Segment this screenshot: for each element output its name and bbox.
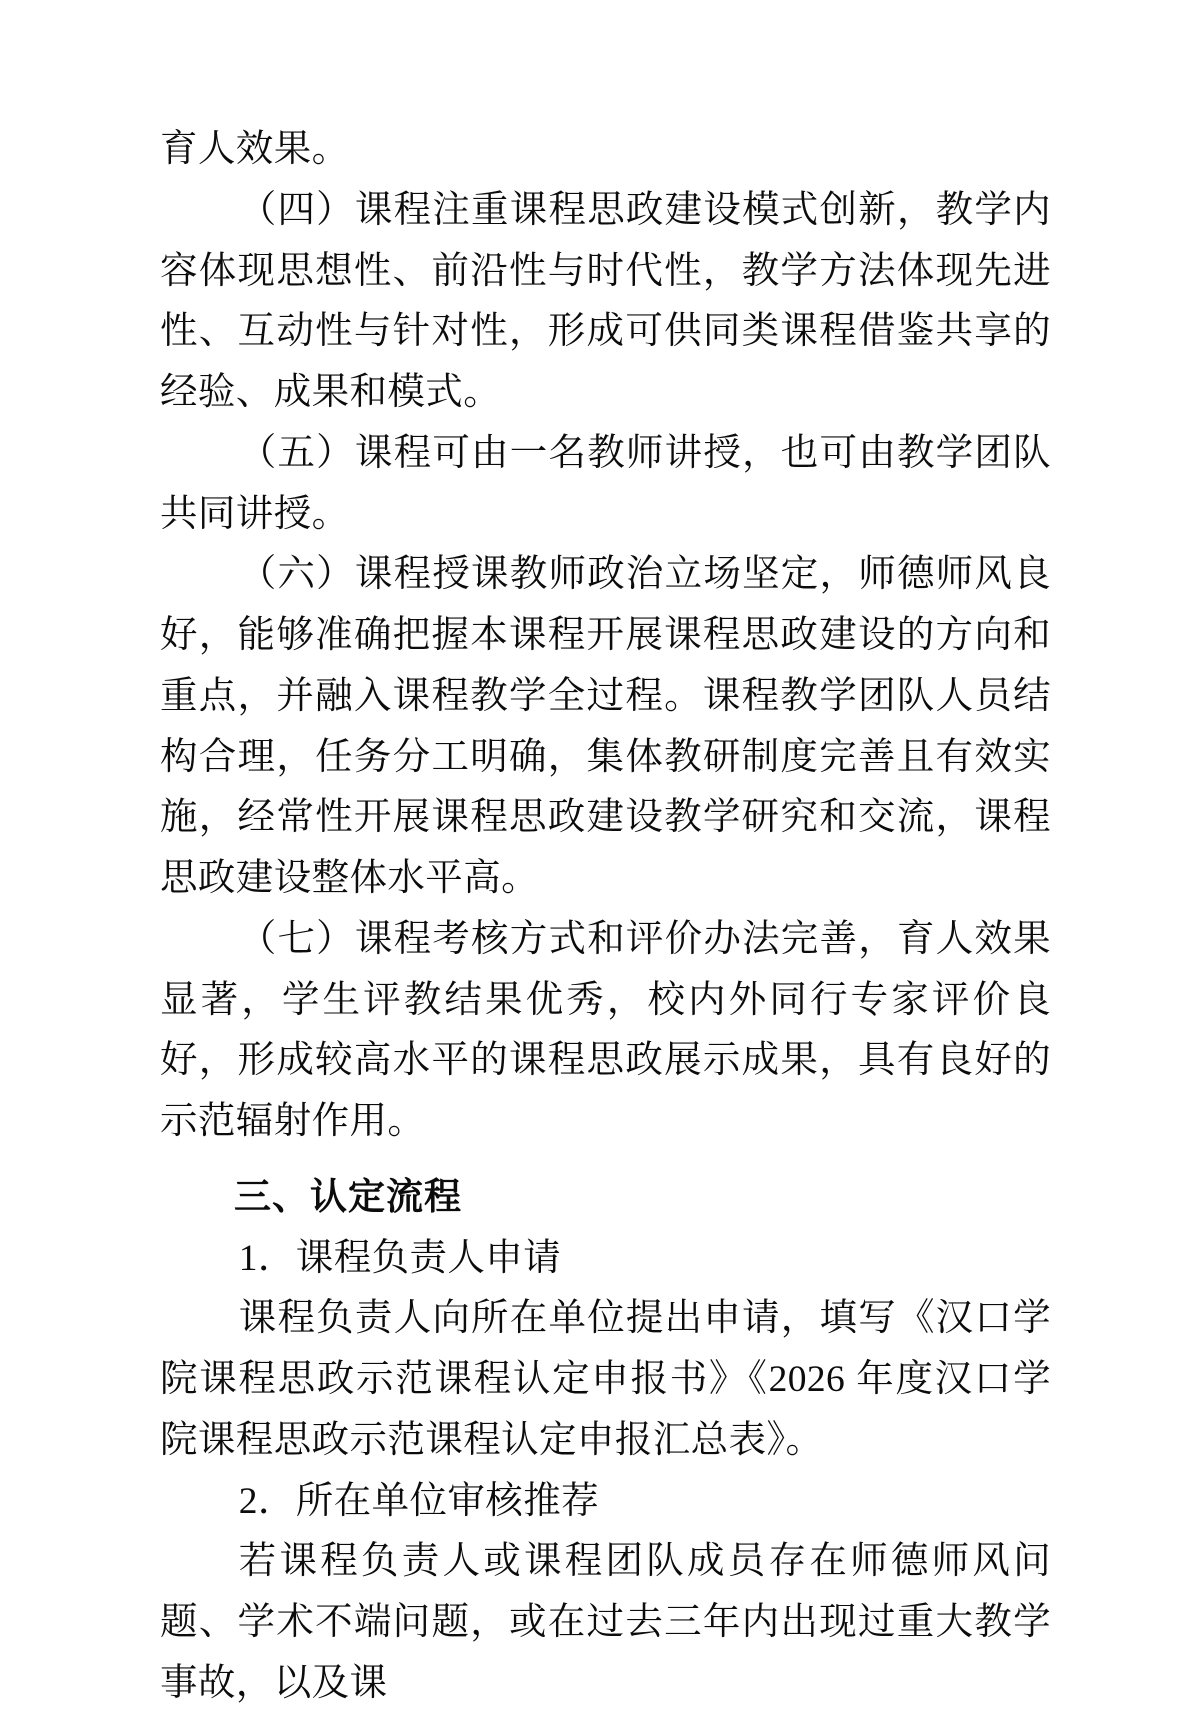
paragraph-item-five: （五）课程可由一名教师讲授，也可由教学团队共同讲授。 [160,432,1051,535]
document-body [160,120,1051,1715]
paragraph-continuation: 育人效果。 [160,129,350,170]
paragraph-item-four: （四）课程注重课程思政建设模式创新，教学内容体现思想性、前沿性与时代性，教学方法体现先进性、互动性与针对性，形成可供同类课程借鉴共享的经验、成果和模式。 [160,189,1051,413]
paragraph-item-six: （六）课程授课教师政治立场坚定，师德师风良好，能够准确把握本课程开展课程思政建设的方向和重点，并融入课程教学全过程。课程教学团队人员结构合理，任务分工明确，集体教研制度完善且有效实施，经常性开展课程思政建设教学研究和交流，课程思政建设整体水平高。 [160,554,1051,899]
list-item-1-title: 1．课程负责人申请 [238,1237,562,1279]
section-heading-three: 三、认定流程 [234,1174,462,1218]
paragraph-item-seven: （七）课程考核方式和评价办法完善，育人效果显著，学生评教结果优秀，校内外同行专家评价良好，形成较高水平的课程思政展示成果，具有良好的示范辐射作用。 [160,918,1051,1142]
list-item-2-title: 2．所在单位审核推荐 [238,1480,599,1522]
list-item-1-body: 课程负责人向所在单位提出申请，填写《汉口学院课程思政示范课程认定申报书》《2026 年度汉口学院课程思政示范课程认定申报汇总表》。 [160,1298,1051,1461]
list-item-2-body: 若课程负责人或课程团队成员存在师德师风问题、学术不端问题，或在过去三年内出现过重大教学事故，以及课 [160,1541,1051,1704]
